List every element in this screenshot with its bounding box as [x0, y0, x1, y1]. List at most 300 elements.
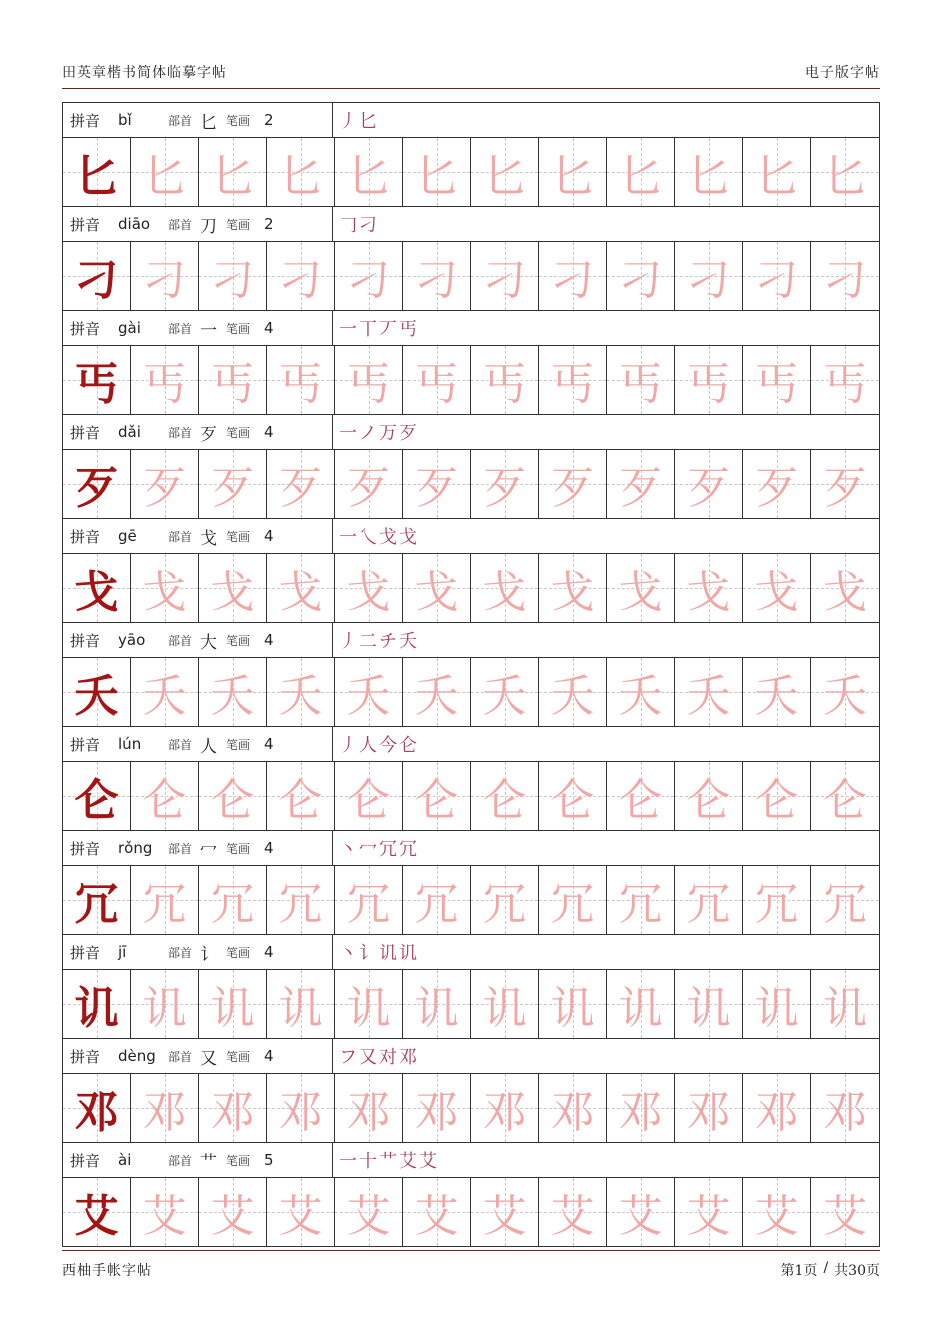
trace-char-cell — [743, 658, 811, 726]
trace-char: 戈 — [618, 567, 663, 618]
trace-char: 仑 — [346, 775, 391, 826]
trace-char: 讥 — [210, 983, 255, 1034]
trace-char-cell — [607, 866, 675, 934]
trace-char: 艾 — [210, 1191, 255, 1242]
stroke-step: 𠃌 — [339, 215, 355, 236]
strokes-value: 4 — [264, 839, 274, 857]
trace-char-cell — [471, 866, 539, 934]
trace-char: 歹 — [550, 463, 595, 514]
trace-char-cell — [471, 762, 539, 830]
strokes-label: 笔画 — [226, 529, 251, 544]
trace-char-cell — [131, 1178, 199, 1246]
stroke-step: 丅 — [359, 319, 375, 340]
stroke-step: 戈 — [399, 527, 415, 548]
trace-char-cell — [539, 658, 607, 726]
trace-char: 戈 — [210, 567, 255, 618]
stroke-step: 又 — [359, 1047, 375, 1068]
stroke-step: 歹 — [399, 423, 415, 444]
trace-char-cell — [403, 762, 471, 830]
trace-char: 邓 — [278, 1087, 323, 1138]
stroke-step: 二 — [359, 631, 375, 652]
trace-char: 戈 — [414, 567, 459, 618]
model-char: 艾 — [74, 1191, 119, 1242]
trace-char-cell — [607, 554, 675, 622]
char-meta — [63, 1143, 333, 1177]
trace-char: 刁 — [414, 255, 459, 306]
trace-char: 讥 — [142, 983, 187, 1034]
stroke-order — [333, 107, 375, 133]
model-char-cell — [63, 554, 131, 622]
trace-char-cell — [607, 658, 675, 726]
trace-char-cell — [607, 1178, 675, 1246]
trace-char-cell — [267, 970, 335, 1038]
trace-char-cell — [539, 762, 607, 830]
model-char-cell — [63, 450, 131, 518]
trace-char: 夭 — [618, 671, 663, 722]
trace-char: 冗 — [346, 879, 391, 930]
trace-char: 刁 — [686, 255, 731, 306]
model-char-cell — [63, 762, 131, 830]
trace-char: 冗 — [686, 879, 731, 930]
trace-char-cell — [675, 658, 743, 726]
stroke-step: 丆 — [379, 319, 395, 340]
trace-char: 歹 — [823, 463, 867, 514]
model-char-cell — [63, 346, 131, 414]
trace-char-cell — [675, 866, 743, 934]
strokes-value: 4 — [264, 423, 274, 441]
stroke-step: 万 — [379, 423, 395, 444]
trace-char-cell — [607, 346, 675, 414]
trace-char-cell — [267, 346, 335, 414]
pinyin-label: 拼音 — [70, 423, 101, 442]
trace-char: 刁 — [346, 255, 391, 306]
pinyin-value: lún — [118, 735, 142, 753]
trace-char-cell — [607, 970, 675, 1038]
trace-char: 歹 — [210, 463, 255, 514]
trace-char: 仑 — [754, 775, 799, 826]
stroke-step: 艾 — [419, 1151, 435, 1172]
trace-char: 丐 — [686, 359, 731, 410]
trace-char: 夭 — [686, 671, 731, 722]
pinyin-label: 拼音 — [70, 215, 101, 234]
trace-char: 艾 — [686, 1191, 731, 1242]
trace-char-cell — [131, 346, 199, 414]
trace-char-cell — [743, 1178, 811, 1246]
char-info-row — [63, 519, 879, 554]
page-indicator — [781, 1260, 880, 1280]
radical-value: 人 — [200, 736, 218, 757]
trace-char-cell — [811, 762, 879, 830]
model-char-cell — [63, 866, 131, 934]
trace-char: 夭 — [754, 671, 799, 722]
char-meta — [63, 415, 333, 449]
page-current: 第1页 — [780, 1263, 818, 1279]
trace-char-cell — [471, 138, 539, 206]
trace-char-cell — [199, 762, 267, 830]
trace-char-cell — [675, 242, 743, 310]
trace-char: 艾 — [618, 1191, 663, 1242]
pinyin-label: 拼音 — [70, 1047, 101, 1066]
trace-char: 讥 — [618, 983, 663, 1034]
trace-char-cell — [539, 554, 607, 622]
trace-char: 丐 — [550, 359, 595, 410]
trace-char: 戈 — [142, 567, 187, 618]
stroke-step: 冖 — [359, 839, 375, 860]
trace-char-cell — [607, 242, 675, 310]
trace-char: 丐 — [346, 359, 391, 410]
strokes-label: 笔画 — [226, 113, 251, 128]
trace-char-cell — [539, 346, 607, 414]
trace-char-cell — [539, 866, 607, 934]
radical-value: 又 — [200, 1048, 218, 1069]
trace-char: 歹 — [754, 463, 799, 514]
radical-label: 部首 — [168, 425, 193, 440]
char-info-row — [63, 727, 879, 762]
practice-row — [63, 242, 879, 311]
stroke-step: 冗 — [379, 839, 395, 860]
stroke-step: 艾 — [399, 1151, 415, 1172]
trace-char-cell — [607, 138, 675, 206]
trace-char: 邓 — [686, 1087, 731, 1138]
trace-char-cell — [471, 970, 539, 1038]
trace-char: 匕 — [754, 151, 799, 202]
radical-label: 部首 — [168, 113, 193, 128]
trace-char-cell — [403, 554, 471, 622]
trace-char: 艾 — [414, 1191, 459, 1242]
trace-char-cell — [199, 1178, 267, 1246]
trace-char-cell — [267, 762, 335, 830]
radical-label: 部首 — [168, 841, 193, 856]
trace-char: 夭 — [482, 671, 527, 722]
trace-char: 艾 — [346, 1191, 391, 1242]
trace-char-cell — [675, 346, 743, 414]
radical-label: 部首 — [168, 633, 193, 648]
trace-char: 歹 — [618, 463, 663, 514]
trace-char-cell — [403, 658, 471, 726]
stroke-step: 丶 — [339, 943, 355, 964]
model-char: 歹 — [74, 463, 119, 514]
trace-char: 讥 — [550, 983, 595, 1034]
radical-label: 部首 — [168, 321, 193, 336]
stroke-step: 一 — [339, 423, 355, 444]
trace-char-cell — [131, 762, 199, 830]
radical-value: 艹 — [200, 1152, 218, 1173]
trace-char: 讥 — [686, 983, 731, 1034]
trace-char-cell — [335, 346, 403, 414]
trace-char: 刁 — [278, 255, 323, 306]
trace-char-cell — [539, 242, 607, 310]
trace-char-cell — [811, 658, 879, 726]
trace-char-cell — [403, 866, 471, 934]
trace-char: 仑 — [142, 775, 187, 826]
stroke-order — [333, 1147, 435, 1173]
trace-char: 讥 — [482, 983, 527, 1034]
trace-char: 夭 — [210, 671, 255, 722]
trace-char: 邓 — [618, 1087, 663, 1138]
trace-char-cell — [811, 1178, 879, 1246]
trace-char-cell — [743, 450, 811, 518]
trace-char: 冗 — [550, 879, 595, 930]
model-char: 冗 — [74, 879, 119, 930]
trace-char: 戈 — [482, 567, 527, 618]
trace-char-cell — [471, 554, 539, 622]
trace-char-cell — [811, 970, 879, 1038]
strokes-label: 笔画 — [226, 633, 251, 648]
trace-char: 刁 — [482, 255, 527, 306]
trace-char-cell — [471, 450, 539, 518]
stroke-step: 丿 — [339, 111, 355, 132]
trace-char-cell — [131, 866, 199, 934]
stroke-step: 丿 — [339, 735, 355, 756]
trace-char-cell — [199, 346, 267, 414]
trace-char-cell — [539, 970, 607, 1038]
trace-char: 丐 — [210, 359, 255, 410]
stroke-order — [333, 523, 415, 549]
trace-char: 艾 — [550, 1191, 595, 1242]
stroke-order — [333, 731, 415, 757]
trace-char-cell — [743, 762, 811, 830]
pinyin-value: dèng — [118, 1047, 156, 1065]
strokes-label: 笔画 — [226, 1153, 251, 1168]
stroke-order — [333, 627, 415, 653]
trace-char-cell — [539, 450, 607, 518]
trace-char-cell — [539, 1074, 607, 1142]
trace-char-cell — [403, 1178, 471, 1246]
trace-char-cell — [675, 1178, 743, 1246]
trace-char: 夭 — [278, 671, 323, 722]
trace-char: 歹 — [278, 463, 323, 514]
char-meta — [63, 311, 333, 345]
strokes-value: 4 — [264, 735, 274, 753]
copybook-sheet — [62, 102, 880, 1247]
char-meta — [63, 623, 333, 657]
practice-row — [63, 658, 879, 727]
stroke-order — [333, 835, 415, 861]
trace-char-cell — [743, 1074, 811, 1142]
trace-char-cell — [675, 970, 743, 1038]
pinyin-value: rǒng — [118, 839, 153, 857]
footer-brand: 西柚手帐字帖 — [62, 1263, 152, 1279]
trace-char-cell — [335, 970, 403, 1038]
trace-char: 刁 — [142, 255, 187, 306]
strokes-label: 笔画 — [226, 737, 251, 752]
radical-value: 刀 — [200, 216, 218, 237]
trace-char: 刁 — [754, 255, 799, 306]
char-info-row — [63, 623, 879, 658]
char-meta — [63, 519, 333, 553]
pinyin-value: gài — [118, 319, 141, 337]
pinyin-value: jī — [118, 943, 127, 961]
trace-char-cell — [131, 970, 199, 1038]
trace-char-cell — [743, 554, 811, 622]
trace-char-cell — [607, 450, 675, 518]
pinyin-label: 拼音 — [70, 527, 101, 546]
char-meta — [63, 831, 333, 865]
trace-char: 仑 — [823, 775, 867, 826]
trace-char-cell — [675, 1074, 743, 1142]
char-info-row — [63, 103, 879, 138]
trace-char: 刁 — [210, 255, 255, 306]
stroke-order — [333, 315, 415, 341]
pinyin-value: gē — [118, 527, 137, 545]
trace-char: 冗 — [210, 879, 255, 930]
trace-char: 戈 — [823, 567, 867, 618]
strokes-value: 4 — [264, 631, 274, 649]
trace-char: 仑 — [618, 775, 663, 826]
practice-row — [63, 970, 879, 1039]
stroke-order — [333, 939, 415, 965]
stroke-step: 戈 — [379, 527, 395, 548]
strokes-value: 4 — [264, 527, 274, 545]
stroke-step: 乀 — [359, 527, 375, 548]
trace-char-cell — [131, 242, 199, 310]
trace-char-cell — [199, 866, 267, 934]
char-meta — [63, 207, 333, 241]
radical-label: 部首 — [168, 529, 193, 544]
trace-char: 丐 — [823, 359, 867, 410]
practice-row — [63, 1178, 879, 1246]
pinyin-label: 拼音 — [70, 839, 101, 858]
stroke-step: 邓 — [399, 1047, 415, 1068]
trace-char-cell — [743, 346, 811, 414]
page-separator: / — [823, 1260, 829, 1276]
trace-char: 夭 — [550, 671, 595, 722]
trace-char: 冗 — [754, 879, 799, 930]
pinyin-value: diāo — [118, 215, 151, 233]
trace-char-cell — [335, 138, 403, 206]
trace-char-cell — [199, 1074, 267, 1142]
pinyin-label: 拼音 — [70, 943, 101, 962]
model-char: 戈 — [74, 567, 119, 618]
trace-char: 戈 — [278, 567, 323, 618]
char-info-row — [63, 1143, 879, 1178]
trace-char: 戈 — [346, 567, 391, 618]
trace-char: 邓 — [142, 1087, 187, 1138]
model-char: 讥 — [74, 983, 119, 1034]
stroke-step: 对 — [379, 1047, 395, 1068]
trace-char-cell — [335, 242, 403, 310]
practice-row — [63, 138, 879, 207]
stroke-step: 丐 — [399, 319, 415, 340]
strokes-value: 4 — [264, 943, 274, 961]
trace-char: 丐 — [142, 359, 187, 410]
trace-char-cell — [471, 658, 539, 726]
trace-char: 冗 — [142, 879, 187, 930]
trace-char: 匕 — [618, 151, 663, 202]
pinyin-label: 拼音 — [70, 1151, 101, 1170]
trace-char-cell — [743, 138, 811, 206]
trace-char-cell — [675, 554, 743, 622]
strokes-value: 4 — [264, 319, 274, 337]
trace-char-cell — [199, 450, 267, 518]
trace-char: 邓 — [482, 1087, 527, 1138]
trace-char: 邓 — [754, 1087, 799, 1138]
trace-char: 歹 — [414, 463, 459, 514]
stroke-step: 人 — [359, 735, 375, 756]
trace-char: 冗 — [482, 879, 527, 930]
radical-label: 部首 — [168, 1153, 193, 1168]
trace-char-cell — [403, 1074, 471, 1142]
trace-char-cell — [811, 346, 879, 414]
trace-char: 艾 — [142, 1191, 187, 1242]
trace-char: 刁 — [550, 255, 595, 306]
trace-char-cell — [675, 450, 743, 518]
model-char-cell — [63, 242, 131, 310]
strokes-value: 5 — [264, 1151, 274, 1169]
strokes-label: 笔画 — [226, 841, 251, 856]
pinyin-value: yāo — [118, 631, 146, 649]
trace-char-cell — [131, 658, 199, 726]
trace-char-cell — [607, 1074, 675, 1142]
radical-value: 歹 — [200, 424, 218, 445]
trace-char-cell — [267, 1178, 335, 1246]
trace-char: 歹 — [686, 463, 731, 514]
trace-char-cell — [267, 242, 335, 310]
radical-value: 一 — [200, 320, 218, 341]
trace-char: 讥 — [346, 983, 391, 1034]
trace-char-cell — [811, 138, 879, 206]
trace-char-cell — [471, 242, 539, 310]
trace-char-cell — [403, 242, 471, 310]
stroke-step: 丿 — [339, 631, 355, 652]
trace-char-cell — [267, 866, 335, 934]
trace-char-cell — [131, 138, 199, 206]
practice-row — [63, 1074, 879, 1143]
practice-row — [63, 866, 879, 935]
trace-char-cell — [675, 138, 743, 206]
trace-char: 艾 — [754, 1191, 799, 1242]
model-char-cell — [63, 138, 131, 206]
trace-char: 仑 — [414, 775, 459, 826]
model-char-cell — [63, 1178, 131, 1246]
trace-char: 匕 — [278, 151, 323, 202]
trace-char-cell — [811, 242, 879, 310]
strokes-value: 4 — [264, 1047, 274, 1065]
trace-char: 艾 — [278, 1191, 323, 1242]
trace-char: 艾 — [482, 1191, 527, 1242]
trace-char-cell — [743, 866, 811, 934]
pinyin-value: dǎi — [118, 423, 141, 441]
radical-value: 讠 — [200, 944, 218, 965]
strokes-label: 笔画 — [226, 1049, 251, 1064]
pinyin-value: ài — [118, 1151, 132, 1169]
radical-label: 部首 — [168, 1049, 193, 1064]
trace-char-cell — [403, 970, 471, 1038]
strokes-label: 笔画 — [226, 425, 251, 440]
trace-char-cell — [811, 866, 879, 934]
trace-char-cell — [267, 554, 335, 622]
trace-char: 歹 — [482, 463, 527, 514]
stroke-step: 冗 — [399, 839, 415, 860]
strokes-value: 2 — [264, 215, 274, 233]
char-meta — [63, 1039, 333, 1073]
stroke-step: 仑 — [399, 735, 415, 756]
trace-char: 夭 — [823, 671, 867, 722]
trace-char: 讥 — [823, 983, 867, 1034]
strokes-label: 笔画 — [226, 945, 251, 960]
char-info-row — [63, 935, 879, 970]
trace-char: 夭 — [142, 671, 187, 722]
stroke-step: 讥 — [379, 943, 395, 964]
trace-char-cell — [335, 762, 403, 830]
trace-char: 冗 — [278, 879, 323, 930]
trace-char: 匕 — [210, 151, 255, 202]
header-title: 田英章楷书简体临摹字帖 — [62, 65, 227, 81]
trace-char-cell — [267, 1074, 335, 1142]
stroke-step: 艹 — [379, 1151, 395, 1172]
stroke-order — [333, 211, 375, 237]
stroke-step: 一 — [339, 319, 355, 340]
